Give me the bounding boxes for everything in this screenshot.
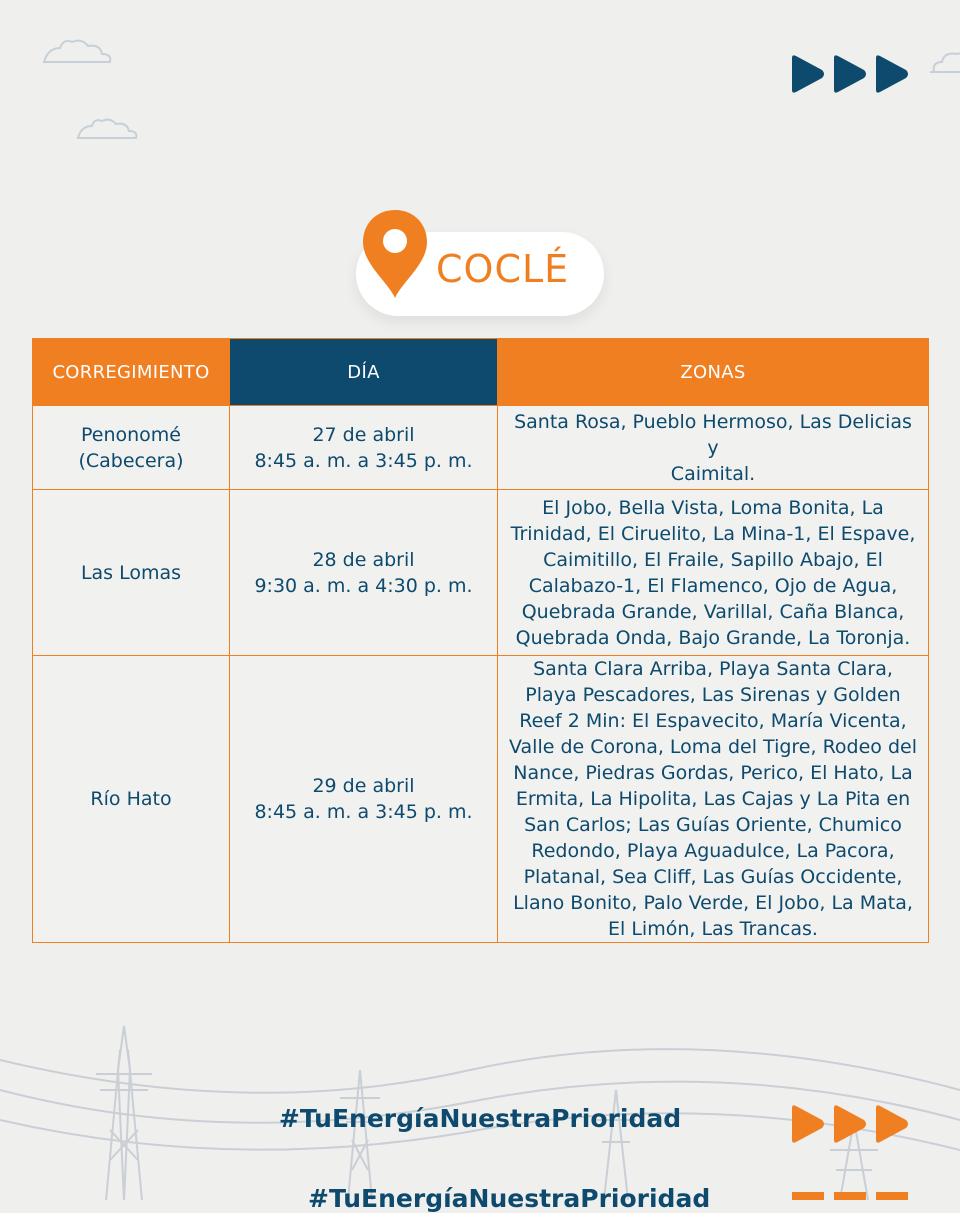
zonas-line: Caimitillo, El Fraile, Sapillo Abajo, El	[543, 548, 883, 571]
zonas-line: El Limón, Las Trancas.	[608, 918, 818, 940]
zonas-cell	[498, 406, 929, 490]
location-pin-icon	[360, 208, 430, 300]
corregimiento-cell	[33, 406, 230, 490]
zonas-line: Nance, Piedras Gordas, Perico, El Hato, La	[513, 762, 913, 784]
zonas-cell	[498, 656, 929, 943]
zonas-line: Quebrada Grande, Varillal, Caña Blanca,	[521, 600, 905, 623]
dia-cell	[230, 656, 498, 943]
table-row	[33, 656, 929, 943]
corregimiento-line: (Cabecera)	[78, 449, 184, 472]
triple-chevron-navy-icon	[788, 52, 912, 96]
zonas-line: Caimital.	[670, 462, 756, 485]
column-header-zonas: ZONAS	[498, 339, 929, 406]
page-title: COCLÉ	[436, 247, 570, 291]
cloud-icon	[40, 36, 114, 66]
corregimiento-line: Río Hato	[90, 788, 172, 810]
table-row	[33, 406, 929, 490]
schedule-table	[32, 338, 929, 943]
dia-date: 29 de abril	[312, 775, 415, 797]
dia-time: 8:45 a. m. a 3:45 p. m.	[254, 801, 473, 823]
dia-date: 27 de abril	[312, 423, 415, 446]
zonas-line: Trinidad, El Ciruelito, La Mina-1, El Espave,	[510, 522, 916, 545]
hashtag: #TuEnergíaNuestraPrioridad	[278, 1104, 682, 1133]
zonas-line: Santa Clara Arriba, Playa Santa Clara,	[533, 658, 893, 680]
dia-cell	[230, 490, 498, 656]
triple-chevron-orange-icon	[788, 1192, 912, 1200]
triple-chevron-orange-icon	[788, 1102, 912, 1146]
zonas-line: Ermita, La Hipolita, Las Cajas y La Pita en	[515, 788, 911, 810]
zonas-line: Quebrada Onda, Bajo Grande, La Toronja.	[515, 626, 911, 649]
zonas-line: Playa Pescadores, Las Sirenas y Golden	[525, 684, 901, 706]
column-header-dia: DÍA	[230, 339, 498, 406]
table-header-row	[33, 339, 929, 406]
table-row	[33, 490, 929, 656]
cloud-icon	[926, 48, 960, 76]
corregimiento-cell	[33, 490, 230, 656]
zonas-line: San Carlos; Las Guías Oriente, Chumico	[524, 814, 902, 836]
dia-time: 9:30 a. m. a 4:30 p. m.	[254, 574, 473, 597]
corregimiento-line: Penonomé	[80, 423, 181, 446]
dia-time: 8:45 a. m. a 3:45 p. m.	[254, 449, 473, 472]
zonas-line: Santa Rosa, Pueblo Hermoso, Las Delicias y	[514, 410, 912, 459]
zonas-line: Reef 2 Min: El Espavecito, María Vicenta,	[519, 710, 907, 732]
hashtag-cropped-repeat: #TuEnergíaNuestraPrioridad	[308, 1184, 711, 1213]
zonas-line: Valle de Corona, Loma del Tigre, Rodeo del	[509, 736, 917, 758]
zonas-cell	[498, 490, 929, 656]
column-header-corregimiento: CORREGIMIENTO	[33, 339, 230, 406]
cloud-icon	[74, 116, 140, 142]
zonas-line: Platanal, Sea Cliff, Las Guías Occidente,	[523, 866, 903, 888]
zonas-line: Llano Bonito, Palo Verde, El Jobo, La Mata,	[513, 892, 913, 914]
corregimiento-cell	[33, 656, 230, 943]
zonas-line: Redondo, Playa Aguadulce, La Pacora,	[531, 840, 895, 862]
dia-date: 28 de abril	[312, 548, 415, 571]
corregimiento-line: Las Lomas	[80, 561, 182, 584]
zonas-line: El Jobo, Bella Vista, Loma Bonita, La	[542, 496, 884, 519]
zonas-line: Calabazo-1, El Flamenco, Ojo de Agua,	[528, 574, 898, 597]
dia-cell	[230, 406, 498, 490]
